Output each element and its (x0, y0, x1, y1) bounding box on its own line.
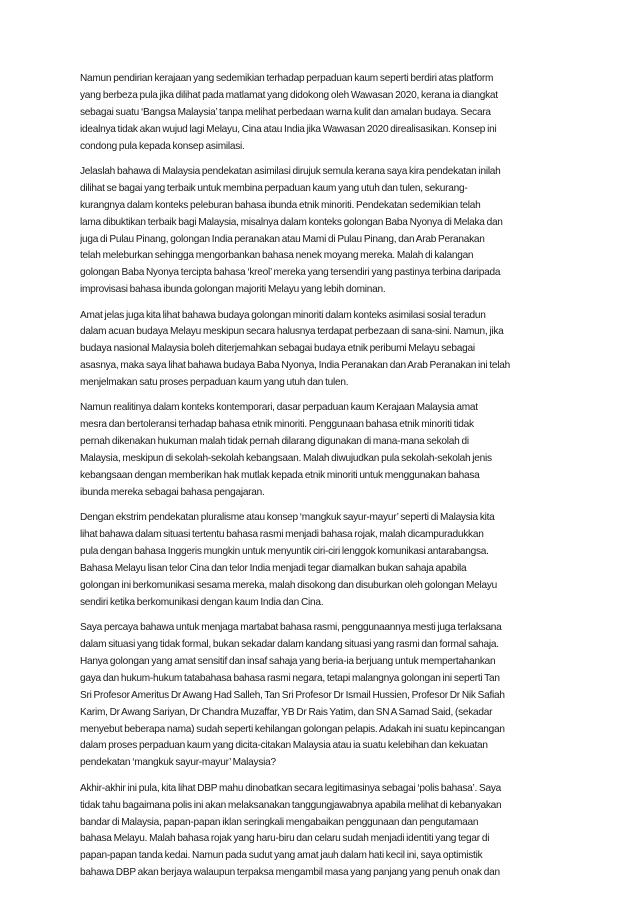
text-line: mesra dan bertoleransi terhadap bahasa etnik minoriti. Penggunaan bahasa etnik minoriti tidak (80, 419, 474, 431)
paragraph-4 (80, 400, 563, 501)
text-line: dilihat se bagai yang terbaik untuk membina perpaduan kaum yang utuh dan tulen, sekurang- (80, 182, 468, 194)
text-line: ibunda mereka sebagai bahasa pengajaran. (80, 487, 265, 499)
text-line: Hanya golongan yang amat sensitif dan insaf sahaja yang beria-ia berjuang untuk mempertahankan (80, 655, 496, 667)
text-line: Amat jelas juga kita lihat bahawa budaya golongan minoriti dalam konteks asimilasi sosial teradun (80, 309, 486, 321)
paragraph-1 (80, 71, 563, 156)
text-line: asasnya, maka saya lihat bahawa budaya Baba Nyonya, India Peranakan dan Arab Peranakan ini telah (80, 360, 510, 372)
text-line: lama dibuktikan terbaik bagi Malaysia, misalnya dalam konteks golongan Baba Nyonya di Melaka dan (80, 216, 503, 228)
paragraph-6 (80, 620, 563, 772)
text-line: sendiri ketika berkomunikasi dengan kaum India dan Cina. (80, 596, 324, 608)
text-line: papan-papan tanda kedai. Namun pada sudut yang amat jauh dalam hati kecil ini, saya optimistik (80, 850, 483, 862)
text-line: Namun realitinya dalam konteks kontemporari, dasar perpaduan kaum Kerajaan Malaysia amat (80, 402, 478, 414)
text-line: golongan ini berkomunikasi sesama mereka, malah disokong dan disuburkan oleh golongan Melayu (80, 579, 498, 591)
text-line: bahawa DBP akan berjaya walaupun terpaksa mengambil masa yang panjang yang penuh onak dan (80, 867, 500, 879)
text-line: golongan Baba Nyonya tercipta bahasa ‘kreol’ mereka yang tersendiri yang pastinya terbina daripada (80, 267, 501, 279)
text-line: menyebut beberapa nama) sudah seperti kehilangan golongan pelapis. Adakah ini suatu kepincangan (80, 723, 505, 735)
text-line: gaya dan hukum-hukum tatabahasa bahasa rasmi negara, tetapi malangnya golongan ini seperti Tan (80, 672, 500, 684)
text-line: Bahasa Melayu lisan telor Cina dan telor India menjadi tegar diamalkan bukan sahaja apabila (80, 563, 467, 575)
paragraph-7 (80, 781, 563, 882)
text-line: kurangnya dalam konteks peleburan bahasa ibunda etnik minoriti. Pendekatan sedemikian telah (80, 199, 481, 211)
text-line: Akhir-akhir ini pula, kita lihat DBP mahu dinobatkan secara legitimasinya sebagai ‘polis bahasa’. Saya (80, 782, 501, 794)
text-line: pendekatan ‘mangkuk sayur-mayur’ Malaysia? (80, 757, 276, 769)
text-line: bahasa Melayu. Malah bahasa rojak yang haru-biru dan celaru sudah menjadi identiti yang tegar di (80, 833, 490, 845)
text-line: budaya nasional Malaysia boleh diterjemahkan sebagai budaya etnik peribumi Melayu sebagai (80, 343, 475, 355)
text-line: improvisasi bahasa ibunda golongan majoriti Melayu yang lebih dominan. (80, 284, 386, 296)
text-line: Dengan ekstrim pendekatan pluralisme atau konsep ‘mangkuk sayur-mayur’ seperti di Malaysia kita (80, 512, 495, 524)
text-line: dalam situasi yang tidak formal, bukan sekadar dalam kandang situasi yang rasmi dan formal sahaja. (80, 639, 499, 651)
text-line: tidak tahu bagaimana polis ini akan melaksanakan tanggungjawabnya apabila melihat di kebanyakan (80, 799, 502, 811)
text-line: lihat bahawa dalam situasi tertentu bahasa rasmi menjadi bahasa rojak, malah dicampuradukkan (80, 529, 484, 541)
text-line: yang berbeza pula jika dilihat pada matlamat yang didokong oleh Wawasan 2020, kerana ia diangkat (80, 89, 498, 101)
text-line: bandar di Malaysia, papan-papan iklan seringkali mengabaikan penggunaan dan pengutamaan (80, 816, 479, 828)
text-line: pula dengan bahasa Inggeris mungkin untuk menyuntik ciri-ciri lenggok komunikasi antarabangsa. (80, 546, 489, 558)
text-line: idealnya tidak akan wujud lagi Melayu, Cina atau India jika Wawasan 2020 direalisasikan. Konsep ini (80, 123, 497, 135)
text-line: juga di Pulau Pinang, golongan India peranakan atau Mami di Pulau Pinang, dan Arab Peranakan (80, 233, 485, 245)
text-line: Malaysia, meskipun di sekolah-sekolah kebangsaan. Malah diwujudkan pula sekolah-sekolah jenis (80, 453, 492, 465)
text-line: condong pula kepada konsep asimilasi. (80, 140, 245, 152)
paragraph-5 (80, 510, 563, 611)
paragraph-2 (80, 164, 563, 299)
document-body (80, 71, 563, 891)
text-line: Karim, Dr Awang Sariyan, Dr Chandra Muzaffar, YB Dr Rais Yatim, dan SN A Samad Said, (sekadar (80, 706, 493, 718)
text-line: pernah dikenakan hukuman malah tidak pernah dilarang digunakan di mana-mana sekolah di (80, 436, 469, 448)
text-line: kebangsaan dengan memberikan hak mutlak kepada etnik minoriti untuk menggunakan bahasa (80, 470, 480, 482)
text-line: Saya percaya bahawa untuk menjaga martabat bahasa rasmi, penggunaannya mesti juga terlaksana (80, 622, 502, 634)
text-line: sebagai suatu ‘Bangsa Malaysia’ tanpa melihat perbedaan warna kulit dan amalan budaya. Secara (80, 106, 491, 118)
text-line: telah meleburkan sehingga mengorbankan bahasa nenek moyang mereka. Malah di kalangan (80, 250, 474, 262)
text-line: dalam acuan budaya Melayu meskipun secara halusnya terdapat perbezaan di sana-sini. Namun, jika (80, 326, 504, 338)
text-line: Sri Profesor Ameritus Dr Awang Had Salleh, Tan Sri Profesor Dr Ismail Hussien, Profesor Dr Nik Safiah (80, 689, 505, 701)
text-line: menjelmakan satu proses perpaduan kaum yang utuh dan tulen. (80, 377, 349, 389)
text-line: Jelaslah bahawa di Malaysia pendekatan asimilasi dirujuk semula kerana saya kira pendekatan inilah (80, 165, 501, 177)
text-line: Namun pendirian kerajaan yang sedemikian terhadap perpaduan kaum seperti berdiri atas platform (80, 73, 494, 84)
paragraph-3 (80, 308, 563, 393)
text-line: dalam proses perpaduan kaum yang dicita-citakan Malaysia atau ia suatu kelebihan dan kekuatan (80, 740, 488, 752)
